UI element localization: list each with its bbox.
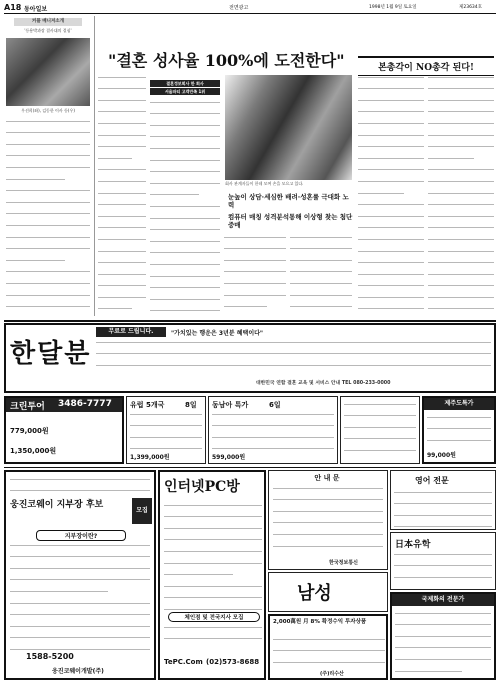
promo-title: 한달분 [10, 339, 92, 369]
language-ad [390, 470, 496, 530]
article-column-2 [150, 97, 220, 317]
intl-body [395, 608, 491, 676]
recruit-phone: 1588-5200 [26, 652, 74, 661]
phone-ad [268, 572, 388, 612]
page-header [4, 3, 496, 13]
europe-price: 1,399,000원 [130, 454, 170, 461]
article-subheading-1: 눈높이 상담·세심한 배려·성혼률 극대화 노력 [228, 193, 349, 209]
recruit-side: 모집 [132, 498, 152, 524]
pcbang-sub: 체인점 및 전국지사 모집 [168, 612, 260, 622]
article-lead-2: 서울파티 고객만족 1위 [150, 88, 220, 95]
right-heading: 본총각이 NO총각 된다! [358, 56, 494, 76]
jeju-details [427, 412, 491, 447]
notice-body [273, 483, 383, 557]
page-number: A18 [4, 3, 22, 12]
ads-divider [4, 467, 496, 468]
article-column-3 [224, 232, 286, 317]
europe-days: 8일 [185, 401, 197, 409]
notice-ad [268, 470, 388, 570]
intl-title: 국제화의 전문가 [392, 594, 494, 606]
article-bottom-rule [4, 320, 496, 322]
article-column-5 [358, 72, 424, 317]
header-rule [4, 13, 496, 14]
southeast-price: 599,000원 [212, 454, 246, 461]
staff-photo [225, 75, 352, 180]
jeju-title: 제주도특가 [424, 398, 494, 410]
issue-date: 1998년 1월 9일 토요일 [369, 5, 417, 10]
profile-photo-caption: 우선희(좌), 김동한 이사 등(우) [21, 108, 75, 113]
europe-tour-ad [126, 396, 206, 464]
pcbang-title: 인터넷PC방 [164, 479, 240, 495]
article-column-6 [428, 72, 494, 317]
southeast-tour-ad [208, 396, 338, 464]
promo-subline: "가치있는 행운은 3년분 혜택이다" [171, 330, 264, 337]
recruit-body [10, 540, 150, 660]
pcbang-details [164, 622, 262, 652]
invest-ad [268, 614, 388, 680]
article-column-4 [290, 232, 352, 317]
staff-photo-caption: 회사 관계자들이 한데 모여 손을 모으고 있다. [225, 181, 304, 186]
japan-title: 日本유학 [395, 540, 431, 550]
recruit-ad [4, 470, 156, 680]
sidebar-subheading: '등용박과장 결사대의 결심' [24, 28, 72, 33]
recruit-title: 웅진코웨이 지부장 후보 [10, 500, 104, 510]
promo-banner [4, 323, 496, 393]
pcbang-phone: (02)573-8688 [206, 658, 260, 666]
sidebar-profile [4, 16, 92, 316]
article-lead-1: 결혼정보회사 한 회사 [150, 80, 220, 87]
article-column-1 [98, 72, 146, 317]
notice-title: 안 내 문 [314, 474, 340, 482]
jeju-ad [422, 396, 496, 464]
pcbang-body [164, 500, 262, 610]
travel-price-1: 779,000원 [10, 427, 49, 435]
recruit-company: 웅진코웨이개발(주) [52, 668, 104, 675]
travel-ad [4, 396, 124, 464]
sidebar-body-text [6, 116, 90, 316]
promo-body-text [96, 337, 491, 375]
section-label: 전면광고 [229, 5, 249, 11]
europe-details [130, 409, 202, 449]
paper-name: 동아일보 [24, 6, 48, 13]
article-subheading-2: 컴퓨터 매칭 성격분석통해 이상형 찾는 첨단중매 [228, 213, 353, 229]
promo-headline: 무료로 드립니다. [96, 327, 166, 337]
article-title: "결혼 성사율 100%에 도전한다" [108, 51, 345, 70]
issue-number: 제23634호 [459, 5, 483, 10]
recruit-subtitle: 지부장이란? [36, 530, 126, 541]
phone-brand: 남성 [297, 583, 332, 604]
europe-title: 유럽 5개국 [130, 401, 165, 409]
language-body [394, 487, 492, 527]
pcbang-brand: TePC.Com [164, 658, 203, 666]
southeast-title: 동남아 특가 [212, 401, 249, 409]
invest-body [273, 634, 385, 666]
pcbang-ad [158, 470, 266, 680]
japan-study-ad [390, 532, 496, 590]
recruit-intro [10, 474, 150, 498]
promo-contact: 대한민국 연합 결혼 교육 및 서비스 안내 TEL 080-233-0000 [256, 381, 391, 386]
language-title: 영어 전문 [415, 475, 449, 485]
invest-title: 2,000萬원 月 8% 확정수익 투자상품 [273, 619, 367, 625]
jeju-price: 99,000원 [427, 452, 456, 459]
japan-body [394, 549, 492, 587]
sidebar-heading: 커플 매니저소개 [14, 18, 82, 26]
sidebar-divider [94, 16, 95, 316]
invest-company: (주)리수산 [320, 671, 344, 677]
travel-brand: 크린투어 [10, 402, 45, 412]
travel-phone: 3486-7777 [58, 399, 112, 409]
misc-tour-ad [340, 396, 420, 464]
southeast-details [212, 409, 334, 449]
intl-ad [390, 592, 496, 680]
misc-tour-details [344, 399, 416, 461]
travel-price-2: 1,350,000원 [10, 447, 57, 455]
profile-photo [6, 38, 90, 106]
notice-company: 한국정보통신 [329, 560, 358, 566]
southeast-days: 6일 [269, 401, 281, 409]
